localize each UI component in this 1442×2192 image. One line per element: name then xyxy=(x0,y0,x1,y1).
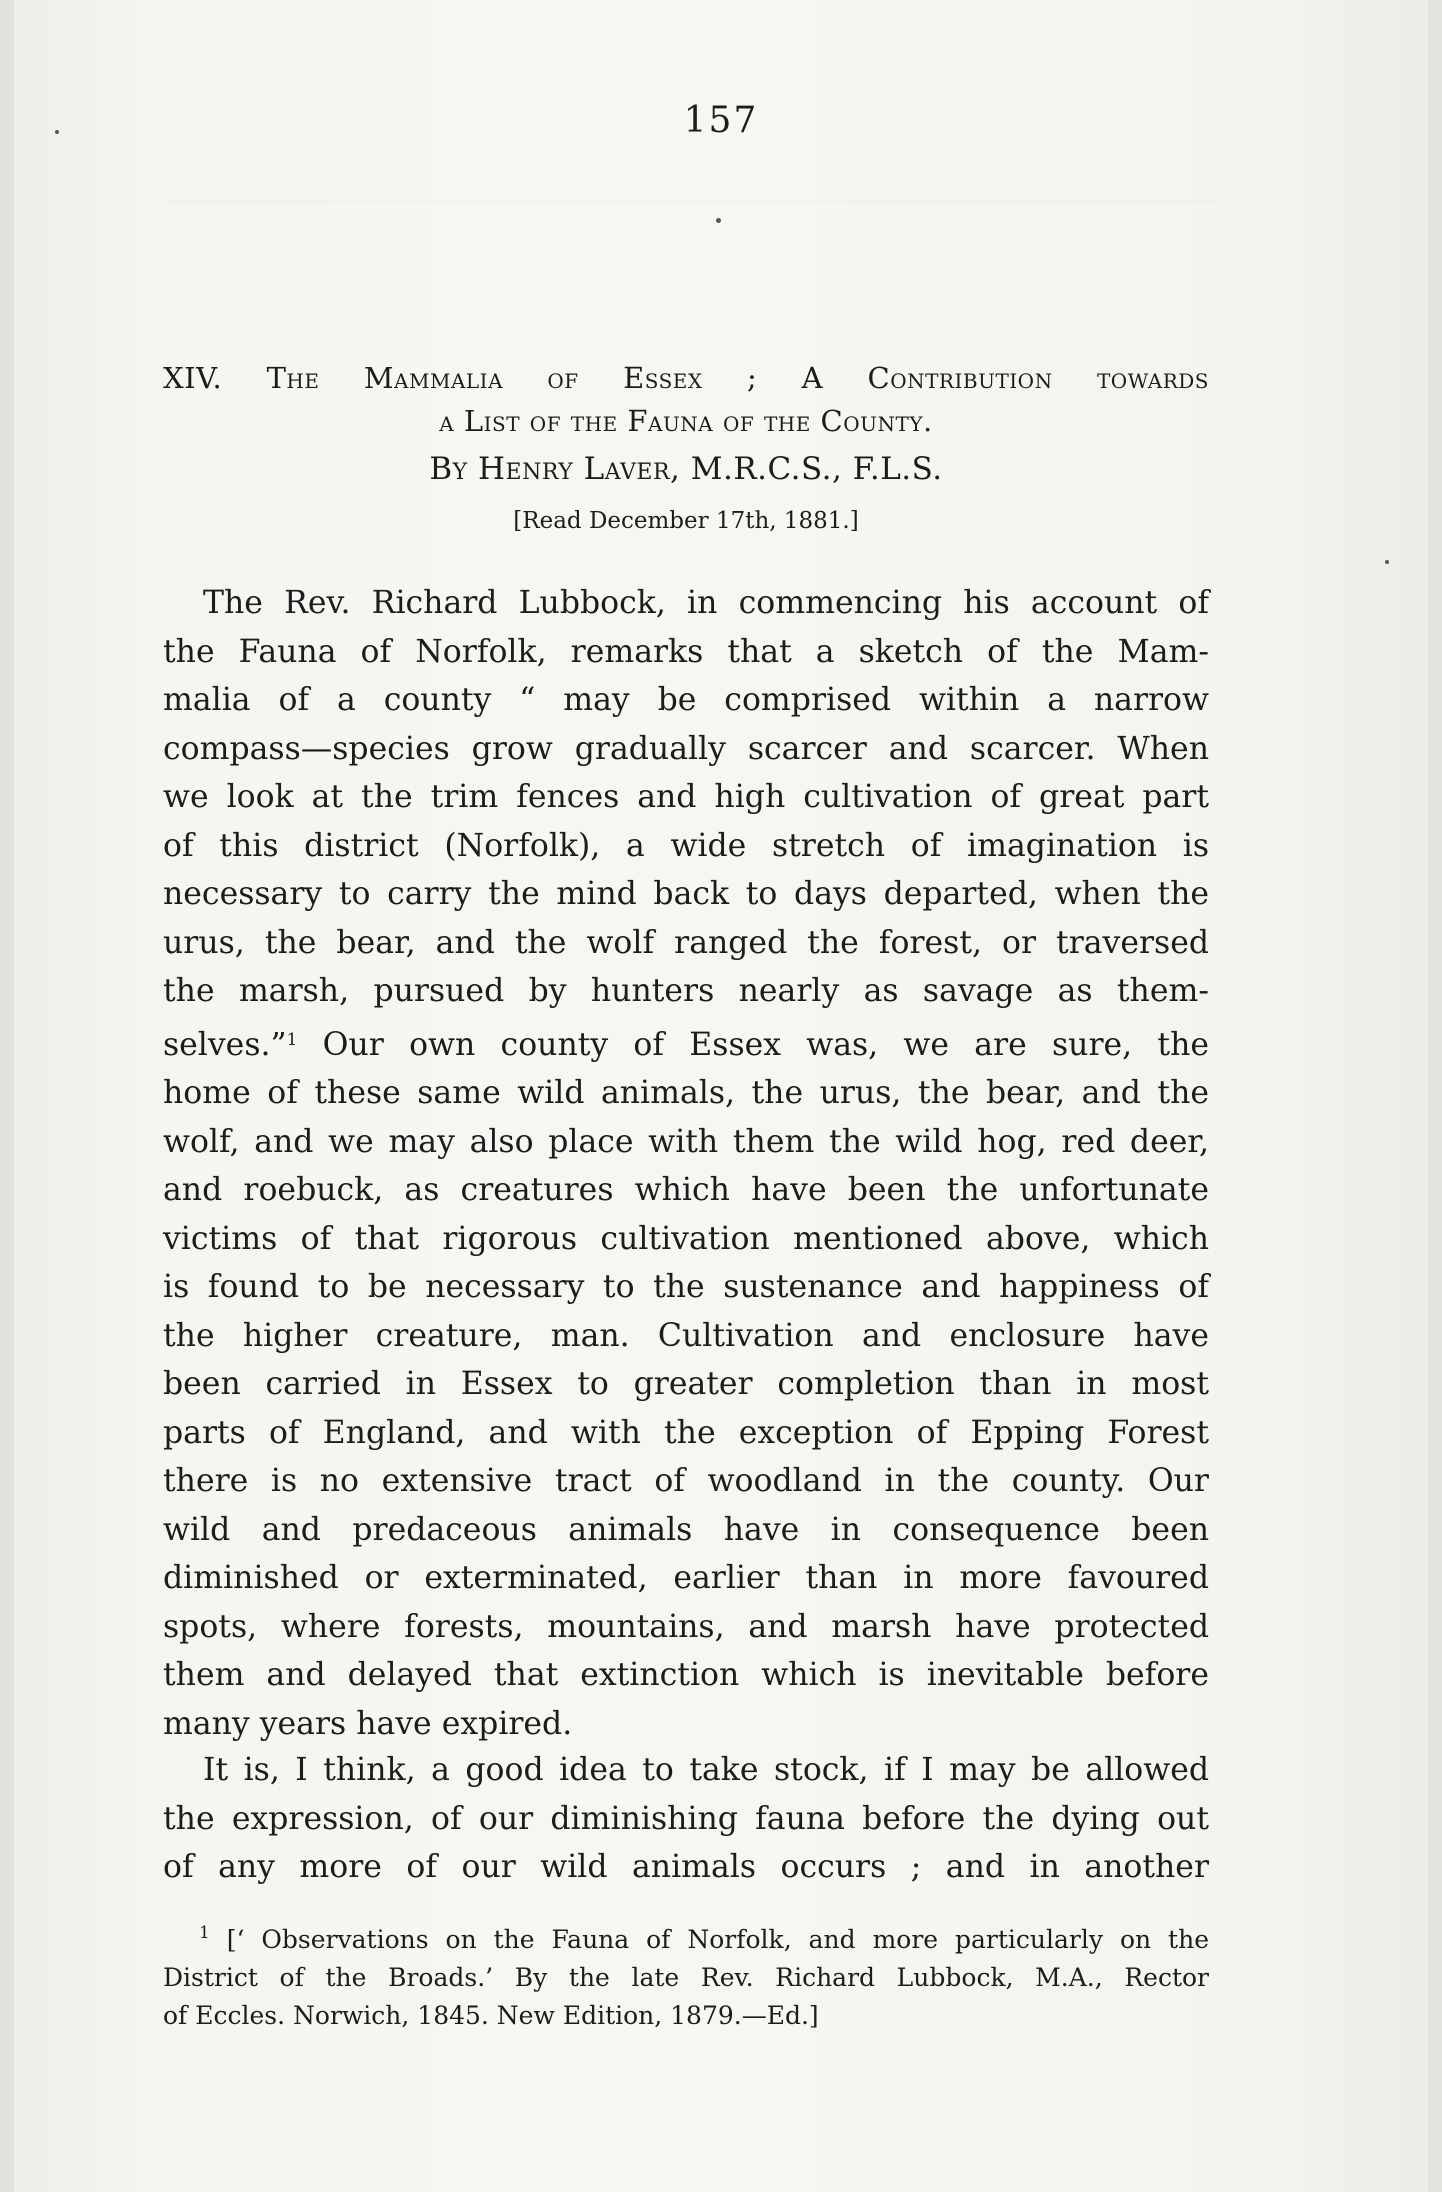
text-line: the Fauna of Norfolk, remarks that a sketch of the Mam- xyxy=(163,633,1209,670)
text-line: there is no extensive tract of woodland in the county. Our xyxy=(163,1463,1209,1499)
printers-mark xyxy=(716,218,721,223)
text-line-with-footnote-ref xyxy=(163,1016,1209,1070)
text-line: spots, where forests, mountains, and marsh have protected xyxy=(163,1608,1209,1645)
text-line: of this district (Norfolk), a wide stretch of imagination is xyxy=(163,827,1209,864)
text-line: parts of England, and with the exception of Epping Forest xyxy=(163,1414,1209,1451)
page-number: 157 xyxy=(683,100,759,141)
printers-mark xyxy=(1385,560,1389,564)
article-heading xyxy=(163,357,1209,443)
text-line: of any more of our wild animals occurs ; and in another xyxy=(163,1849,1209,1885)
footnote-reference: 1 xyxy=(286,1029,298,1050)
paragraph-2 xyxy=(163,1746,1209,1892)
text-line: wild and predaceous animals have in consequence been xyxy=(163,1511,1209,1548)
footnote xyxy=(163,1914,1209,2035)
footnote-marker: 1 xyxy=(199,1923,210,1943)
footnote-text: [‘ Observations on the Fauna of Norfolk, and more particularly on the xyxy=(226,1925,1209,1954)
text-line: many years have expired. xyxy=(163,1705,573,1742)
read-date: [Read December 17th, 1881.] xyxy=(513,508,859,534)
text-line: malia of a county “ may be comprised within a narrow xyxy=(163,682,1209,718)
text-line: diminished or exterminated, earlier than in more favoured xyxy=(163,1560,1209,1596)
footnote-line xyxy=(163,1914,1209,1959)
text-fragment: selves.” xyxy=(163,1026,287,1063)
text-line: necessary to carry the mind back to days departed, when the xyxy=(163,876,1209,912)
article-title-line-2: a List of the Fauna of the County. xyxy=(439,404,933,438)
text-line: been carried in Essex to greater completion than in most xyxy=(163,1366,1209,1402)
text-line: The Rev. Richard Lubbock, in commencing his account of xyxy=(203,585,1209,621)
article-title-line-1: XIV. The Mammalia of Essex ; A Contribution towards xyxy=(163,361,1209,395)
text-line: urus, the bear, and the wolf ranged the forest, or traversed xyxy=(163,924,1209,961)
footnote-line: of Eccles. Norwich, 1845. New Edition, 1879.—Ed.] xyxy=(163,2001,819,2030)
text-line: is found to be necessary to the sustenance and happiness of xyxy=(163,1269,1209,1305)
text-line: compass—species grow gradually scarcer and scarcer. When xyxy=(163,730,1209,767)
text-line: the expression, of our diminishing fauna before the dying out xyxy=(163,1800,1209,1837)
text-line: them and delayed that extinction which is inevitable before xyxy=(163,1657,1209,1693)
text-fragment: Our own county of Essex was, we are sure, the xyxy=(297,1026,1209,1063)
text-line: victims of that rigorous cultivation mentioned above, which xyxy=(163,1220,1209,1257)
text-line: home of these same wild animals, the urus, the bear, and the xyxy=(163,1075,1209,1111)
text-line: and roebuck, as creatures which have been the unfortunate xyxy=(163,1172,1209,1208)
text-line: It is, I think, a good idea to take stock, if I may be allowed xyxy=(203,1752,1209,1788)
text-line: the marsh, pursued by hunters nearly as savage as them- xyxy=(163,973,1209,1009)
text-line: we look at the trim fences and high cultivation of great part xyxy=(163,779,1209,815)
footnote-line: District of the Broads.’ By the late Rev. Richard Lubbock, M.A., Rector xyxy=(163,1963,1209,1992)
text-line: the higher creature, man. Cultivation and enclosure have xyxy=(163,1317,1209,1354)
author-byline: By Henry Laver, M.R.C.S., F.L.S. xyxy=(429,451,943,487)
text-line: wolf, and we may also place with them the wild hog, red deer, xyxy=(163,1123,1209,1160)
paragraph-1 xyxy=(163,579,1209,1748)
